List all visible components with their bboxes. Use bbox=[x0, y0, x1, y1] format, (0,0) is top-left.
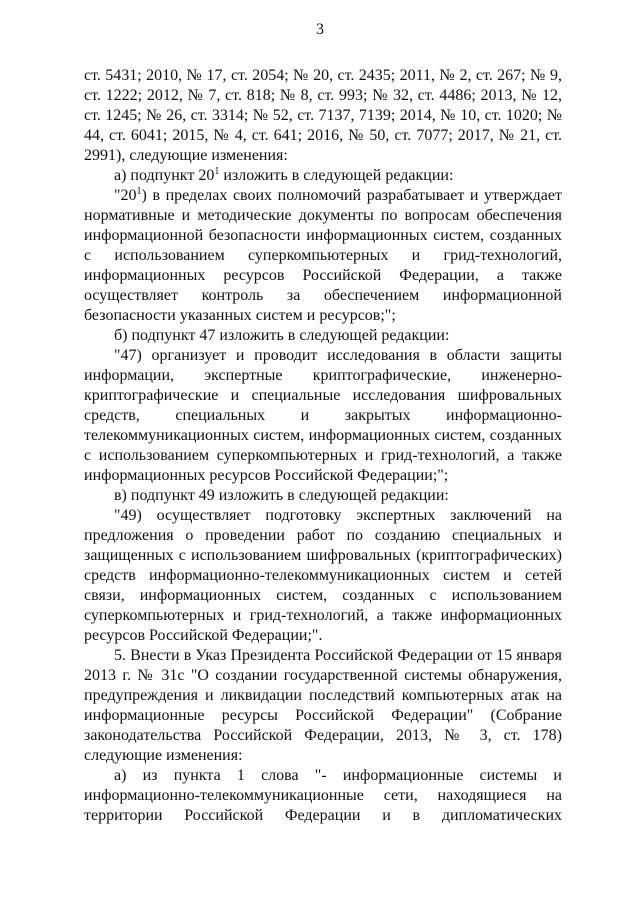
subitem-a-superscript: 1 bbox=[214, 166, 220, 177]
paragraph-item-49: "49) осуществляет подготовку экспертных заключений на предложения о проведении работ по созданию специальных и защищенных с использованием шифровальных (криптографических) средств информационно-телекоммуникационных систем и сетей связи, информационных систем, созданных с использованием суперкомпьютерных и грид-технологий, а также информационных ресурсов Российской Федерации;". bbox=[84, 507, 562, 644]
document-body bbox=[84, 66, 562, 826]
subitem-a-text-end: изложить в следующей редакции: bbox=[219, 167, 454, 184]
paragraph-item-20-1 bbox=[84, 186, 562, 326]
subitem-a-text-start: а) подпункт 20 bbox=[114, 167, 215, 184]
paragraph-section-5-subitem-a: а) из пункта 1 слова "- информационные системы и информационно-телекоммуникационные сети, находящиеся на территории Российской Федерации и в дипломатических bbox=[84, 767, 562, 824]
paragraph-subitem-v: в) подпункт 49 изложить в следующей редакции: bbox=[114, 487, 449, 504]
paragraph-subitem-b: б) подпункт 47 изложить в следующей редакции: bbox=[114, 327, 450, 344]
paragraph-citation-continuation: ст. 5431; 2010, № 17, ст. 2054; № 20, ст. 2435; 2011, № 2, ст. 267; № 9, ст. 1222; 2012, № 7, ст. 818; № 8, ст. 993; № 32, ст. 4486; 2013, № 12, ст. 1245; № 26, ст. 3314; № 52, ст. 7137, 7139; 2014, № 10, ст. 1020; № 44, ст. 6041; 2015, № 4, ст. 641; 2016, № 50, ст. 7077; 2017, № 21, ст. 2991), следующие изменения: bbox=[84, 67, 562, 164]
paragraph-item-47: "47) организует и проводит исследования в области защиты информации, экспертные криптографические, инженерно-криптографические и специальные исследования шифровальных средств, специальных и закрытых информационно-телекоммуникационных систем, информационных систем, созданных с использованием суперкомпьютерных и грид-технологий, а также информационных ресурсов Российской Федерации;"; bbox=[84, 347, 562, 484]
item-20-1-superscript: 1 bbox=[136, 186, 142, 197]
paragraph-subitem-a bbox=[84, 166, 562, 186]
item-20-1-text-start: "20 bbox=[114, 187, 137, 204]
item-20-1-text-end: ) в пределах своих полномочий разрабатывает и утверждает нормативные и методические документы по вопросам обеспечения информационной безопасности информационных систем, созданных с использованием суперкомпьютерных и грид-технологий, информационных ресурсов Российской Федерации, а также осуществляет контроль за обеспечением информационной безопасности указанных систем и ресурсов;"; bbox=[84, 187, 562, 324]
page-number: 3 bbox=[316, 21, 324, 38]
paragraph-section-5: 5. Внести в Указ Президента Российской Федерации от 15 января 2013 г. № 31с "О создании государственной системы обнаружения, предупреждения и ликвидации последствий компьютерных атак на информационные ресурсы Российской Федерации" (Собрание законодательства Российской Федерации, 2013, № 3, ст. 178) следующие изменения: bbox=[84, 647, 562, 764]
